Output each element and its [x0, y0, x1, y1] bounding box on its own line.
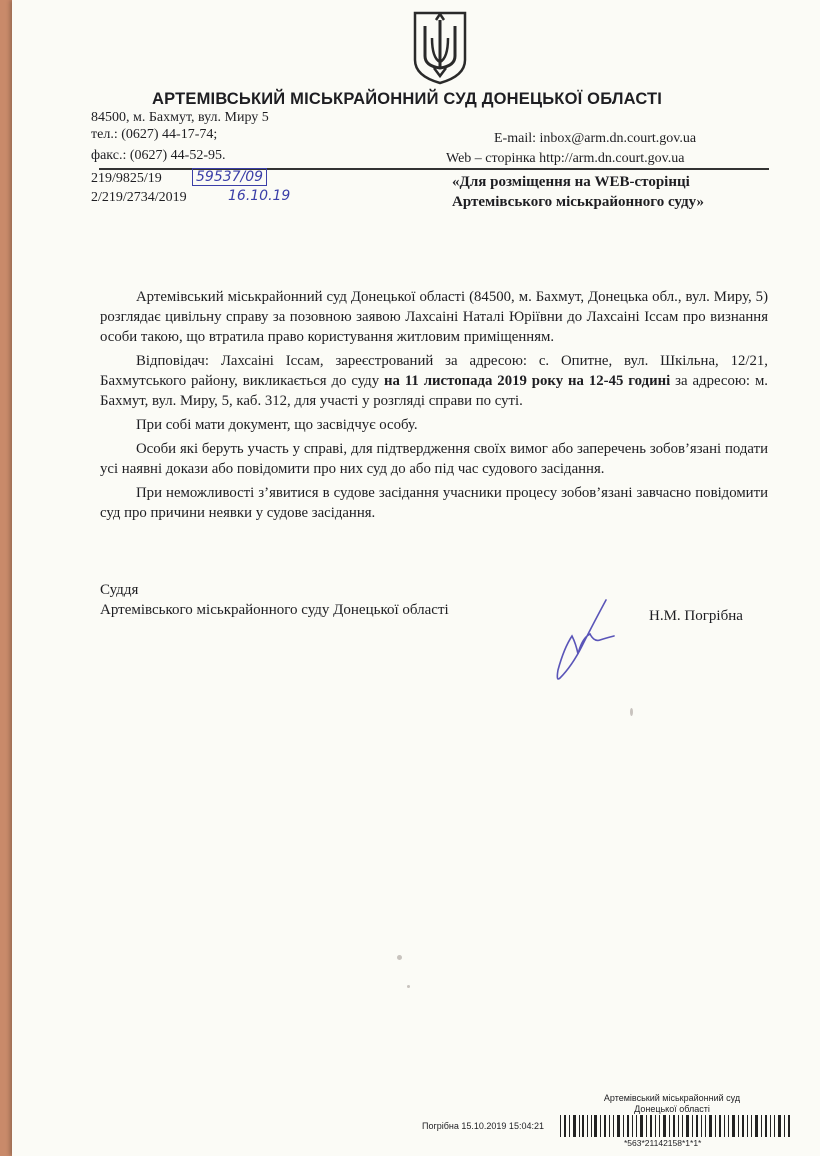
- judge-title: Суддя: [100, 582, 139, 598]
- handwritten-date: 16.10.19: [228, 188, 291, 204]
- notice-body: [100, 287, 768, 527]
- judge-name: Н.М. Погрібна: [649, 608, 743, 624]
- case-number: 219/9825/19: [91, 171, 162, 186]
- court-address: 84500, м. Бахмут, вул. Миру 5: [91, 110, 269, 125]
- footer-court-stamp: [602, 1093, 742, 1115]
- paragraph-summons: [100, 351, 768, 411]
- web-publication-note: [452, 172, 704, 212]
- web-note-line-1: «Для розміщення на WEB-сторінці: [452, 174, 690, 190]
- court-phone: тел.: (0627) 44-17-74;: [91, 127, 218, 142]
- paper-speck: [397, 955, 402, 960]
- coat-of-arms-icon: [412, 10, 468, 86]
- signature-block: [100, 580, 449, 620]
- paragraph-id-document: При собі мати документ, що засвідчує особу.: [136, 417, 418, 433]
- paper-speck: [407, 985, 410, 988]
- footer-court-line-2: Донецької області: [634, 1104, 710, 1114]
- footer-signed-by: Погрібна 15.10.2019 15:04:21: [422, 1121, 544, 1131]
- web-note-line-2: Артемівського міськрайонного суду»: [452, 194, 704, 210]
- paragraph-case: Артемівський міськрайонний суд Донецької області (84500, м. Бахмут, Донецька обл., вул. Миру, 5) розглядає цивільну справу за позовною заявою Лахсаіні Наталі Юріївни до Лахсаіні Іссам про визнання особи такою, що втратила право користування житловим приміщенням.: [100, 289, 768, 345]
- proceeding-number: 2/219/2734/2019: [91, 190, 187, 205]
- barcode-number: *563*21142158*1*1*: [624, 1138, 702, 1148]
- summons-text-b: за адресою: м. Бахмут, вул. Миру, 5, каб. 312, для участі у розгляді справи по суті.: [100, 373, 769, 409]
- court-fax: факс.: (0627) 44-52-95.: [91, 148, 226, 163]
- hearing-datetime: на 11 листопада 2019 року на 12-45 годині: [384, 373, 671, 389]
- handwritten-reference: 59537/09: [192, 168, 267, 186]
- paragraph-absence: При неможливості з’явитися в судове засідання учасники процесу зобов’язані завчасно повідомити суд про причини неявки у судове засідання.: [100, 485, 768, 521]
- barcode-icon: [560, 1115, 792, 1137]
- court-email: E-mail: inbox@arm.dn.court.gov.ua: [494, 131, 697, 146]
- judge-court: Артемівського міськрайонного суду Донецької області: [100, 602, 449, 618]
- paper-speck: [630, 708, 633, 716]
- footer-court-line-1: Артемівський міськрайонний суд: [603, 1093, 741, 1103]
- court-website: Web – сторінка http://arm.dn.court.gov.ua: [446, 151, 685, 166]
- handwritten-signature-icon: [542, 596, 622, 686]
- document-page: [12, 0, 820, 1156]
- court-name-heading: АРТЕМІВСЬКИЙ МІСЬКРАЙОННИЙ СУД ДОНЕЦЬКОЇ ОБЛАСТІ: [152, 90, 663, 108]
- summons-text-a: Відповідач: Лахсаіні Іссам, зареєстрований за адресою: с. Опитне, вул. Шкільна, 12/21, Бахмутського району, викликається до суду: [100, 353, 768, 389]
- paragraph-evidence: Особи які беруть участь у справі, для підтвердження своїх вимог або заперечень зобов’язані подати усі наявні докази або повідомити про них суд до або під час судового засідання.: [100, 441, 768, 477]
